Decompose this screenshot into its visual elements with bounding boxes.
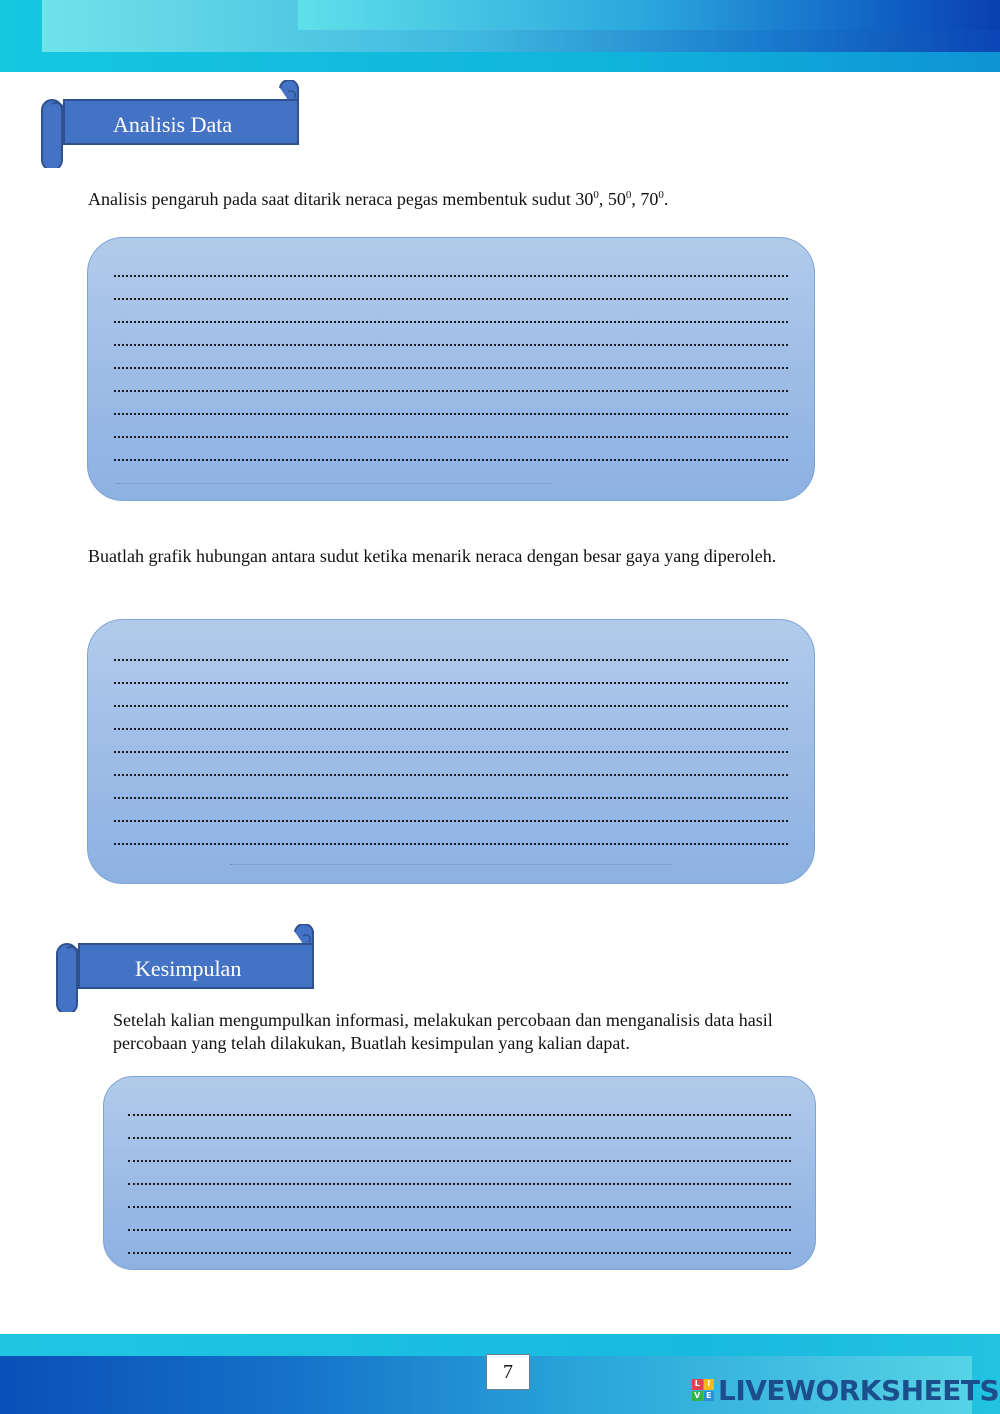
page-number: 7: [486, 1354, 530, 1390]
analisis-prompt: [88, 184, 888, 211]
brand-name: LIVEWORKSHEETS: [718, 1373, 1000, 1407]
liveworksheets-brand[interactable]: [692, 1374, 999, 1406]
kesimpulan-banner: [55, 924, 317, 1012]
angle-30: $30^0$,: [575, 189, 608, 209]
angle-50: $50^0$,: [607, 189, 641, 209]
header-strip: [298, 0, 1000, 30]
answer-lines: [114, 254, 788, 461]
graph-prompt: Buatlah grafik hubungan antara sudut ketika menarik neraca dengan besar gaya yang diperoleh.: [88, 546, 777, 566]
analisis-answer-box[interactable]: [87, 237, 815, 501]
answer-faint-line: [230, 863, 672, 865]
analisis-prompt-text: Analisis pengaruh pada saat ditarik neraca pegas membentuk sudut: [88, 189, 576, 209]
kesimpulan-title: Kesimpulan: [135, 956, 242, 981]
analisis-data-title: Analisis Data: [113, 112, 233, 137]
kesimpulan-answer-box[interactable]: [103, 1076, 816, 1270]
liveworksheets-logo-icon: L I V E: [692, 1379, 714, 1401]
kesimpulan-prompt: Setelah kalian mengumpulkan informasi, melakukan percobaan dan menganalisis data hasil percobaan yang telah dilakukan, Buatlah kesimpulan yang kalian dapat.: [113, 1010, 773, 1053]
answer-lines: [114, 638, 788, 845]
answer-faint-line: [116, 482, 552, 484]
graph-answer-box[interactable]: [87, 619, 815, 884]
answer-lines: [128, 1093, 791, 1254]
analisis-data-banner: [40, 80, 302, 168]
angle-70: $70^0$.: [640, 189, 669, 209]
